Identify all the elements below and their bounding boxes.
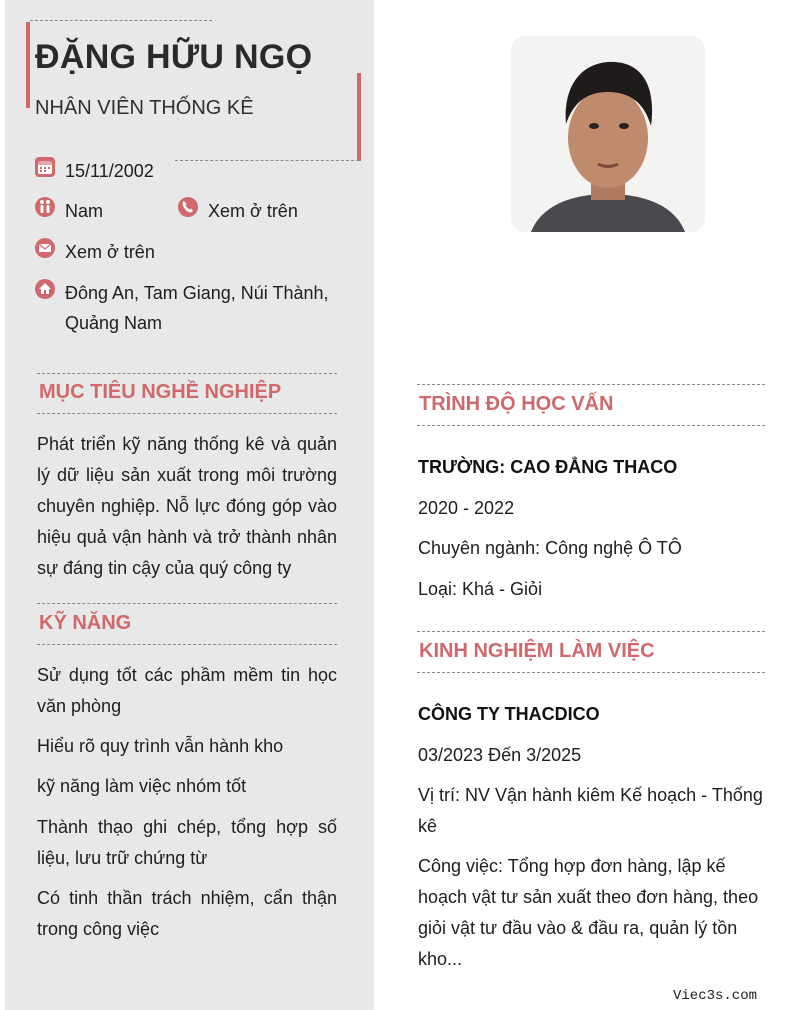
skill-item: kỹ năng làm việc nhóm tốt <box>37 776 247 796</box>
candidate-role: NHÂN VIÊN THỐNG KÊ <box>35 97 254 119</box>
header-accent-bar-right <box>357 73 361 161</box>
phone-icon <box>178 197 198 217</box>
experience-position: Vị trí: NV Vận hành kiêm Kế hoạch - Thống kê <box>418 785 763 836</box>
calendar-icon <box>35 157 55 177</box>
phone: Xem ở trên <box>208 201 298 221</box>
email: Xem ở trên <box>65 242 155 262</box>
education-divider-bottom <box>417 425 765 426</box>
gender-icon <box>35 197 55 217</box>
birthdate: 15/11/2002 <box>65 161 154 181</box>
skill-item: Hiểu rõ quy trình vẫn hành kho <box>37 736 284 756</box>
home-icon <box>35 279 55 299</box>
profile-photo <box>511 36 705 232</box>
experience-title: KINH NGHIỆM LÀM VIỆC <box>419 640 655 662</box>
objective-divider-bottom <box>37 413 337 414</box>
experience-company: CÔNG TY THACDICO <box>418 704 600 724</box>
skills-title: KỸ NĂNG <box>39 612 132 634</box>
candidate-name: ĐẶNG HỮU NGỌ <box>35 38 313 76</box>
experience-divider-bottom <box>417 672 765 673</box>
skills-divider-bottom <box>37 644 337 645</box>
experience-divider-top <box>417 631 765 632</box>
skills-divider-top <box>37 603 337 604</box>
gender: Nam <box>65 201 104 221</box>
watermark: Viec3s.com <box>673 988 758 1004</box>
email-icon <box>35 238 55 258</box>
education-years: 2020 - 2022 <box>418 498 515 518</box>
education-rank: Loại: Khá - Giỏi <box>418 579 543 599</box>
header-accent-bar-left <box>26 22 30 108</box>
education-major: Chuyên ngành: Công nghệ Ô TÔ <box>418 538 682 558</box>
header-divider-bottom <box>175 160 359 161</box>
skill-item: Thành thạo ghi chép, tổng hợp số liệu, lưu trữ chứng từ <box>37 817 337 868</box>
skill-item: Sử dụng tốt các phầm mềm tin học văn phòng <box>37 665 337 716</box>
header-divider-top <box>30 20 212 21</box>
objective-title: MỤC TIÊU NGHỀ NGHIỆP <box>39 381 282 403</box>
skill-item: Có tinh thần trách nhiệm, cẩn thận trong công việc <box>37 888 337 939</box>
address: Đông An, Tam Giang, Núi Thành, Quảng Nam <box>65 283 329 333</box>
education-school: TRƯỜNG: CAO ĐẲNG THACO <box>418 457 678 477</box>
objective-text: Phát triển kỹ năng thống kê và quản lý dữ liệu sản xuất trong môi trường chuyên nghiệp. Nỗ lực đóng góp vào hiệu quả vận hành và trở thành nhân sự đáng tin cậy của quý công ty <box>37 434 337 578</box>
education-divider-top <box>417 384 765 385</box>
objective-divider-top <box>37 373 337 374</box>
experience-period: 03/2023 Đến 3/2025 <box>418 745 582 765</box>
experience-duties: Công việc: Tổng hợp đơn hàng, lập kế hoạch vật tư sản xuất theo đơn hàng, theo giỏi vật tư đầu vào & đầu ra, quản lý tồn kho... <box>418 856 759 969</box>
education-title: TRÌNH ĐỘ HỌC VẤN <box>419 393 614 415</box>
